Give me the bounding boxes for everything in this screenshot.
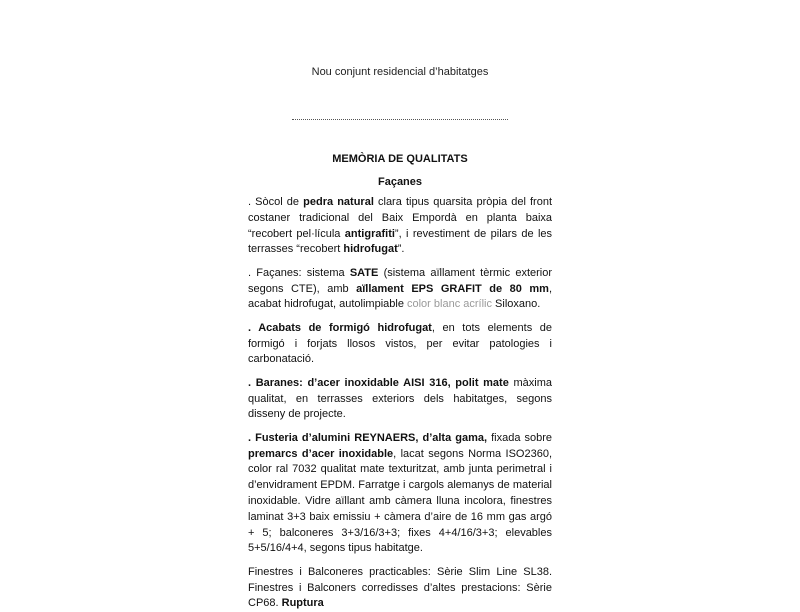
text-run: ”, i revestiment de pilars de les terrasses “recobert [248, 227, 553, 256]
text-run: . Sòcol de [248, 196, 304, 208]
text-run: clara tipus quarsita pròpia del front costaner tradicional del Baix Empordà en planta baixa “recobert pel·lícula [248, 196, 553, 240]
text-run: ”. [397, 243, 405, 256]
document-header: Nou conjunt residencial d’habitatges [311, 66, 489, 78]
text-run: Siloxano. [491, 298, 541, 311]
text-run: Finestres i Balconeres practicables: Sèrie Slim Line SL38. Finestres i Balconers corredisses d’altes prestacions: Sèrie CP68. [248, 565, 552, 610]
text-run: fixada sobre [487, 431, 552, 444]
bold-text: . Fusteria d’alumini REYNAERS, d’alta gama, [248, 431, 488, 444]
text-run: , lacat segons Norma ISO2360, color ral 7032 qualitat mate texturitzat, amb junta perimetral i d’envidrament EPDM. Farratge i cargols alemanys de material inoxidable. Vidre aïllant amb càmera lluna incolora, finestres laminat 3+3 baix emissiu + càmera d’aire de 16 mm gas argó + 5; balconeres 3+3/16/3+3; fixes 4+4/16/3+3; elevables 5+5/16/4+4, segons tipus habitatge. [248, 447, 553, 555]
bold-text: hidrofugat [343, 243, 398, 256]
dotted-separator [292, 119, 508, 120]
text-run: , en tots elements de formigó i forjats llosos vistos, per evitar patologies i carbonatació. [248, 321, 552, 366]
paragraph [248, 565, 552, 612]
bold-text: aïllament EPS GRAFIT de 80 mm [356, 282, 549, 295]
paragraph [248, 376, 552, 423]
text-run: màxima qualitat, en terrasses exteriors dels habitatges, segons disseny de projecte. [248, 376, 553, 421]
bold-text: SATE [349, 266, 379, 279]
bold-text: premarcs d’acer inoxidable [248, 447, 394, 460]
bold-text: pedra natural [303, 196, 374, 208]
paragraph [248, 195, 552, 258]
paragraph [248, 321, 552, 368]
paragraph [248, 266, 552, 313]
bold-text: . Baranes: d’acer inoxidable AISI 316, polit mate [248, 376, 509, 389]
text-run: (sistema aïllament tèrmic exterior segons CTE), amb [248, 266, 553, 295]
text-run: color blanc acrílic [407, 298, 492, 311]
text-run: . Façanes: sistema [248, 266, 350, 279]
bold-text: antigrafiti [344, 227, 395, 240]
text-run: , acabat hidrofugat, autolimpiable [248, 282, 552, 311]
section-heading: Façanes [377, 176, 423, 188]
paragraph [248, 431, 552, 557]
bold-text: . Acabats de formigó hidrofugat [248, 321, 432, 334]
document-title: MEMÒRIA DE QUALITATS [332, 153, 468, 165]
document-body [248, 195, 553, 610]
bold-text: Ruptura [281, 597, 324, 610]
